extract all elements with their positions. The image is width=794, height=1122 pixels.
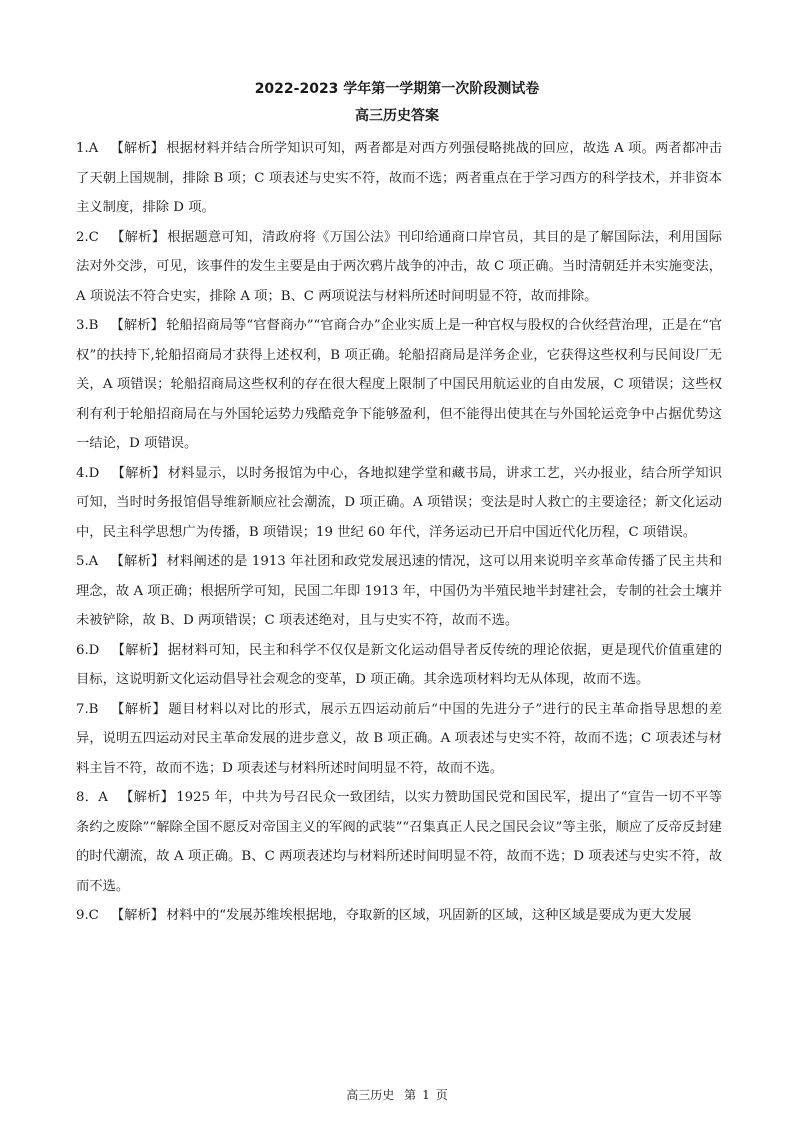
- document-title: 2022-2023 学年第一学期第一次阶段测试卷: [254, 81, 540, 97]
- answer-text: 材料中的“发展苏维埃根据地，夺取新的区域，巩固新的区域，这种区域是要成为更大发展: [166, 908, 692, 923]
- analysis-tag: 【解析】: [119, 790, 175, 805]
- answer-number: 1.A: [76, 141, 99, 156]
- answer-text: 1925 年，中共为号召民众一致团结，以实力赞助国民党和国民军，提出了“宣告一切不平等条约之废除”“解除全国不愿反对帝国主义的军阀的武装”“召集真正人民之国民会议”等主张，顺应了反帝反封建的时代潮流，故 A 项正确。B、C 两项表述均与材料所述时间明显不符，故而不选；D 项表述与史实不符，故而不选。: [76, 790, 723, 894]
- answer-item: [76, 901, 722, 931]
- analysis-tag: 【解析】: [110, 141, 165, 156]
- answer-item: [76, 783, 722, 901]
- analysis-tag: 【解析】: [110, 908, 165, 923]
- analysis-tag: 【解析】: [110, 701, 167, 717]
- answer-item: [76, 547, 722, 636]
- footer-subject: 高三历史: [346, 1088, 395, 1102]
- answer-number: 4.D: [76, 465, 100, 481]
- analysis-tag: 【解析】: [110, 554, 165, 569]
- document-subtitle: 高三历史答案: [355, 108, 439, 124]
- answer-text: 据材料可知，民主和科学不仅仅是新文化运动倡导者反传统的理论依据，更是现代价值重建的目标，这说明新文化运动倡导社会观念的变革，D 项正确。其余选项材料均无从体现，故而不选。: [76, 642, 723, 687]
- answer-item: [76, 223, 722, 312]
- page-footer: [0, 1086, 794, 1103]
- answer-text: 轮船招商局等“官督商办”“官商合办”企业实质上是一种官权与股权的合伙经营治理，正是在“官权”的扶持下,轮船招商局才获得上述权利，B 项正确。轮船招商局是洋务企业，它获得这些权利与民间设厂无关，A 项错误；轮船招商局这些权利的存在很大程度上限制了中国民用航运业的自由发展，C 项错误；这些权利有利于轮船招商局在与外国轮运势力残酷竞争下能够盈利，但不能得出使其在与外国轮运竞争中占据优势这一结论，D 项错误。: [76, 318, 722, 451]
- answer-number: 9.C: [76, 908, 99, 923]
- footer-page-suffix: 页: [435, 1088, 448, 1102]
- footer-page-number: 1: [422, 1088, 430, 1102]
- analysis-tag: 【解析】: [111, 642, 166, 658]
- answer-number: 8．A: [76, 790, 108, 805]
- analysis-tag: 【解析】: [110, 318, 165, 333]
- answer-text: 材料阐述的是 1913 年社团和政党发展迅速的情况，这可以用来说明辛亥革命传播了民主共和理念，故 A 项正确；根据所学可知，民国二年即 1913 年，中国仍为半殖民地半封建社会，专制的社会土壤并未被铲除，故 B、D 两项错误；C 项表述绝对，且与史实不符，故而不选。: [76, 554, 722, 628]
- answer-item: [76, 311, 722, 459]
- answer-text: 根据材料并结合所学知识可知，两者都是对西方列强侵略挑战的回应，故选 A 项。两者都冲击了天朝上国规制，排除 B 项；C 项表述与史实不符，故而不选；两者重点在于学习西方的科学技术，并非资本主义制度，排除 D 项。: [76, 141, 722, 215]
- analysis-tag: 【解析】: [111, 465, 166, 481]
- answer-text: 根据题意可知，清政府将《万国公法》刊印给通商口岸官员，其目的是了解国际法，利用国际法对外交涉，可见，该事件的发生主要是由于两次鸦片战争的冲击，故 C 项正确。当时清朝廷并未实施变法，A 项说法不符合史实，排除 A 项；B、C 两项说法与材料所述时间明显不符，故而排除。: [76, 229, 723, 304]
- answer-item: [76, 134, 722, 223]
- answer-number: 2.C: [76, 229, 99, 245]
- answer-item: [76, 636, 722, 695]
- answer-list: [76, 134, 722, 931]
- answer-number: 6.D: [76, 642, 100, 658]
- answer-number: 5.A: [76, 554, 99, 569]
- answer-number: 7.B: [76, 701, 99, 717]
- answer-text: 题目材料以对比的形式，展示五四运动前后“中国的先进分子”进行的民主革命指导思想的差异，说明五四运动对民主革命发展的进步意义，故 B 项正确。A 项表述与史实不符，故而不选；C 项表述与材料主旨不符，故而不选；D 项表述与材料所述时间明显不符，故而不选。: [76, 701, 722, 776]
- answer-number: 3.B: [76, 318, 99, 333]
- footer-page-prefix: 第: [404, 1088, 417, 1102]
- answer-text: 材料显示，以时务报馆为中心，各地拟建学堂和藏书局，讲求工艺，兴办报业，结合所学知识可知，当时时务报馆倡导维新顺应社会潮流，D 项正确。A 项错误；变法是时人救亡的主要途径；新文化运动中，民主科学思想广为传播，B 项错误；19 世纪 60 年代，洋务运动已开启中国近代化历程，C 项错误。: [76, 465, 723, 540]
- analysis-tag: 【解析】: [110, 229, 166, 245]
- answer-item: [76, 459, 722, 548]
- answer-item: [76, 695, 722, 784]
